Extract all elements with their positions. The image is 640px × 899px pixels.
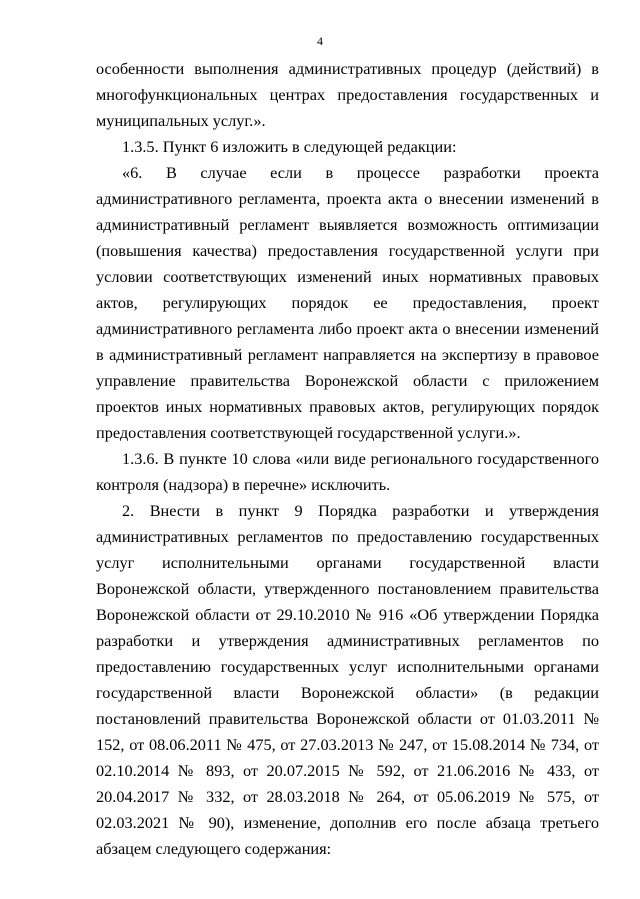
paragraph-2: 2. Внести в пункт 9 Порядка разработки и утверждения административных регламентов по предоставлению государственных услуг исполнительными органами государственной власти Воронежской области, утвержденного постановлением правительства Воронежской области от 29.10.2010 № 916 «Об утверждении Порядка разработки и утверждения административных регламентов по предоставлению государственных услуг исполнительными органами государственной власти Воронежской области» (в редакции постановлений правительства Воронежской области от 01.03.2011 № 152, от 08.06.2011 № 475, от 27.03.2013 № 247, от 15.08.2014 № 734, от 02.10.2014 № 893, от 20.07.2015 № 592, от 21.06.2016 № 433, от 20.04.2017 № 332, от 28.03.2018 № 264, от 05.06.2019 № 575, от 02.03.2021 № 90), изменение, дополнив его после абзаца третьего абзацем следующего содержания:	[96, 501, 599, 858]
paragraph-1-3-6: 1.3.6. В пункте 10 слова «или виде регионального государственного контроля (надзора) в перечне» исключить.	[96, 449, 599, 494]
paragraph-continuation: особенности выполнения административных процедур (действий) в многофункциональных центрах предоставления государственных и муниципальных услуг.».	[96, 59, 599, 130]
page-number: 4	[317, 34, 323, 48]
paragraph-quoted-point-6: «6. В случае если в процессе разработки проекта административного регламента, проекта акта о внесении изменений в административный регламент выявляется возможность оптимизации (повышения качества) предоставления государственной услуги при условии соответствующих изменений иных нормативных правовых актов, регулирующих порядок ее предоставления, проект административного регламента либо проект акта о внесении изменений в административный регламент направляется на экспертизу в правовое управление правительства Воронежской области с приложением проектов иных нормативных правовых актов, регулирующих порядок предоставления соответствующей государственной услуги.».	[96, 163, 599, 442]
document-body	[96, 56, 599, 862]
paragraph-1-3-5: 1.3.5. Пункт 6 изложить в следующей редакции:	[122, 137, 457, 156]
